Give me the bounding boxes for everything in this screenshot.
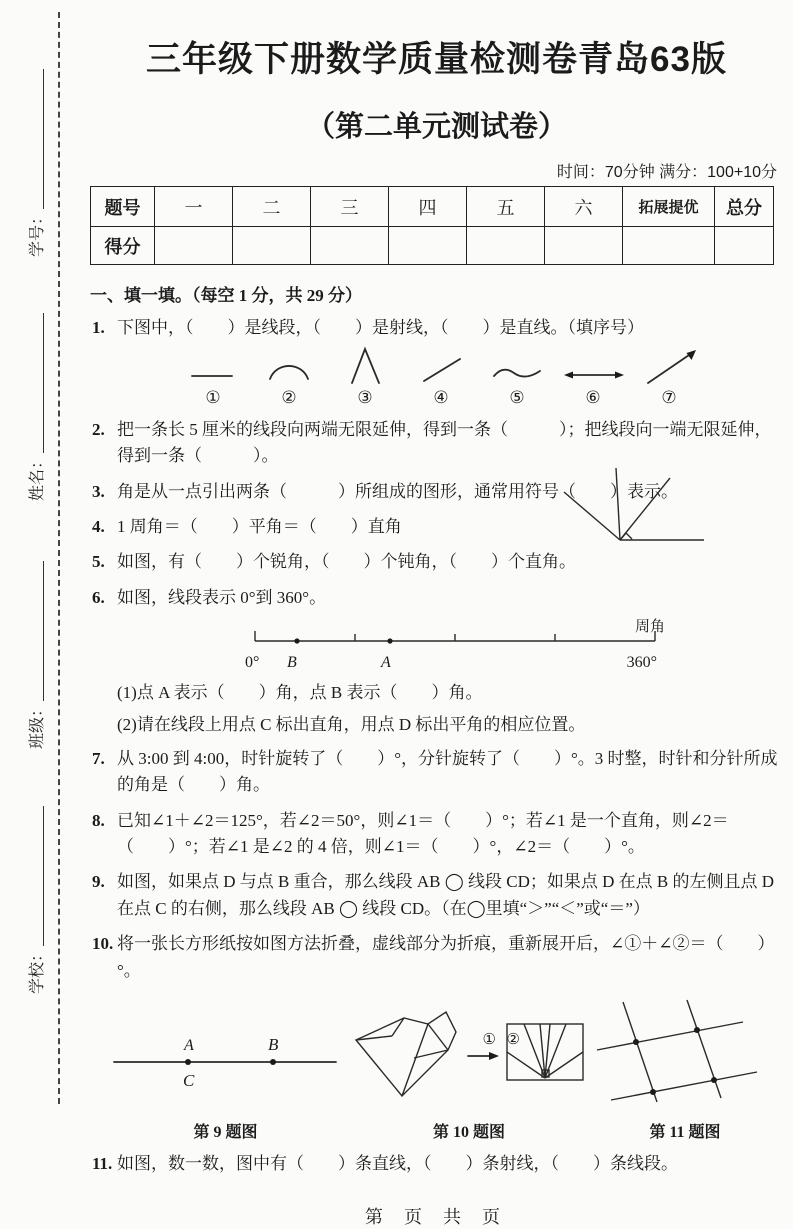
- question-7-number: 7.: [92, 749, 105, 769]
- question-1-figures: [180, 345, 783, 408]
- question-7-text: 从 3:00 到 4:00，时针旋转了（ ）°，分针旋转了（ ）°。3 时整，时针和分针所成的角是（ ）角。: [117, 749, 778, 795]
- angle-1-label: ①: [482, 1031, 496, 1048]
- bottom-figures-row: [90, 998, 783, 1142]
- figure-label-4: ④: [433, 388, 449, 408]
- question-7: [90, 746, 783, 799]
- figure-ray: [636, 345, 702, 408]
- score-table: [90, 186, 774, 265]
- svg-text:A: A: [184, 1036, 194, 1054]
- question-10-text: 将一张长方形纸按如图方法折叠，虚线部分为折痕，重新展开后，∠①＋∠②＝（ ）°。: [117, 934, 775, 980]
- question-9-number: 9.: [92, 872, 105, 892]
- figure-question-11: [595, 998, 775, 1142]
- rays-from-vertex-diagram: [558, 460, 708, 552]
- full-angle-label: 周角: [634, 618, 665, 636]
- score-cell: [233, 227, 311, 265]
- figure-line-double-arrow: [560, 345, 626, 408]
- student-name-field: [17, 313, 47, 501]
- col-question-number: 题号: [91, 187, 155, 227]
- question-10: [90, 931, 783, 984]
- figure-label-6: ⑥: [585, 388, 601, 408]
- school-label: 学校：: [29, 945, 46, 994]
- figure-label-2: ②: [281, 388, 297, 408]
- figure-slanted-segment: [408, 345, 474, 408]
- question-9: [90, 869, 783, 922]
- figure-label-7: ⑦: [661, 388, 677, 408]
- score-cell: [389, 227, 467, 265]
- time-score-info: 时间：70分钟 满分：100+10分: [556, 164, 777, 181]
- slanted-segment-icon: [408, 345, 474, 389]
- number-line-labels: [245, 654, 675, 674]
- col-6: 六: [545, 187, 623, 227]
- col-5: 五: [467, 187, 545, 227]
- ray-icon: [636, 345, 702, 389]
- figure-segment: [180, 345, 246, 408]
- class-field: [17, 561, 47, 749]
- student-id-writing-line: [43, 69, 44, 209]
- figure-arc: [256, 345, 322, 408]
- col-total: 总分: [715, 187, 774, 227]
- question-11-number: 11.: [92, 1153, 113, 1173]
- line-abc-diagram: [108, 1014, 343, 1106]
- arc-icon: [256, 345, 322, 389]
- student-id-field: [17, 69, 47, 257]
- question-1-number: 1.: [92, 318, 105, 337]
- score-cell: [155, 227, 233, 265]
- figure-9-caption: 第 9 题图: [193, 1123, 258, 1141]
- student-name-writing-line: [43, 313, 44, 453]
- figure-label-1: ①: [205, 388, 221, 408]
- question-10-number: 10.: [92, 934, 114, 954]
- question-6-sub-2: (2)请在线段上用点 C 标出直角，用点 D 标出平角的相应位置。: [117, 714, 586, 734]
- score-row-label: 得分: [91, 227, 155, 265]
- question-4-number: 4.: [92, 517, 105, 537]
- col-4: 四: [389, 187, 467, 227]
- svg-text:B: B: [268, 1034, 279, 1054]
- question-6-text: 如图，线段表示 0°到 360°。: [117, 587, 327, 607]
- question-9-text: 如图，如果点 D 与点 B 重合，那么线段 AB ◯ 线段 CD；如果点 D 在点 B 的左侧且点 D 在点 C 的右侧，那么线段 AB ◯ 线段 CD。（在◯里填“＞”“＜”或“＝”）: [117, 872, 775, 918]
- figure-label-5: ⑤: [509, 388, 525, 408]
- col-extension: 拓展提优: [623, 187, 715, 227]
- page-title: 三年级下册数学质量检测卷青岛63版: [146, 40, 727, 79]
- angle-number-line: [245, 619, 675, 649]
- page-subtitle: （第二单元测试卷）: [305, 111, 567, 143]
- question-6-number: 6.: [92, 587, 105, 607]
- page-footer: 第 页 共 页: [364, 1207, 508, 1228]
- question-8: [90, 808, 783, 861]
- 360-degree-label: 360°: [626, 654, 657, 672]
- zero-degree-label: 0°: [245, 654, 260, 672]
- figure-11-caption: 第 11 题图: [649, 1123, 721, 1141]
- segment-icon: [180, 345, 246, 389]
- class-label: 班级：: [29, 700, 46, 749]
- question-6-diagram: [245, 619, 675, 674]
- score-cell: [545, 227, 623, 265]
- paper-folding-diagram: [352, 1006, 587, 1106]
- exam-paper: [90, 0, 783, 1229]
- section-1-heading: 一、填一填。（每空 1 分，共 29 分）: [90, 286, 362, 305]
- figure-question-5: [558, 460, 708, 557]
- col-3: 三: [311, 187, 389, 227]
- figure-10-caption: 第 10 题图: [432, 1123, 505, 1141]
- angle-2-label: ②: [506, 1031, 520, 1048]
- question-2-number: 2.: [92, 420, 105, 440]
- question-3-number: 3.: [92, 481, 105, 501]
- page-divider-dashed-line: [58, 12, 60, 1104]
- score-cell: [311, 227, 389, 265]
- score-cell: [467, 227, 545, 265]
- point-a-label: A: [381, 654, 391, 672]
- col-2: 二: [233, 187, 311, 227]
- class-writing-line: [43, 561, 44, 701]
- question-4-text: 1 周角＝（ ）平角＝（ ）直角: [117, 517, 402, 537]
- figure-question-9: [108, 1014, 343, 1142]
- question-6-sub-1: (1)点 A 表示（ ）角，点 B 表示（ ）角。: [117, 683, 483, 703]
- school-writing-line: [43, 806, 44, 946]
- question-11: [90, 1151, 783, 1177]
- question-11-text: 如图，数一数，图中有（ ）条直线，（ ）条射线，（ ）条线段。: [117, 1153, 678, 1173]
- col-1: 一: [155, 187, 233, 227]
- student-name-label: 姓名：: [29, 452, 46, 501]
- question-1: [90, 315, 783, 341]
- svg-text:C: C: [183, 1070, 195, 1090]
- score-cell: [623, 227, 715, 265]
- score-table-header-row: [91, 187, 774, 227]
- figure-question-10: [352, 1006, 587, 1142]
- line-icon: [560, 345, 626, 389]
- wavy-curve-icon: [484, 345, 550, 389]
- question-3-text: 角是从一点引出两条（ ）所组成的图形，通常用符号（ ）表示。: [117, 481, 678, 501]
- score-table-score-row: [91, 227, 774, 265]
- student-id-label: 学号：: [29, 208, 46, 257]
- school-field: [17, 806, 47, 994]
- figure-wavy-curve: [484, 345, 550, 408]
- score-cell: [715, 227, 774, 265]
- question-5-number: 5.: [92, 552, 105, 572]
- question-1-text: 下图中，（ ）是线段，（ ）是射线，（ ）是直线。（填序号）: [117, 318, 644, 337]
- crossing-lines-diagram: [595, 998, 775, 1106]
- question-2-text: 把一条长 5 厘米的线段向两端无限延伸，得到一条（ ）；把线段向一端无限延伸，得到一条（ ）。: [117, 420, 772, 466]
- question-5-text: 如图，有（ ）个锐角，（ ）个钝角，（ ）个直角。: [117, 552, 576, 572]
- point-b-label: B: [287, 654, 297, 672]
- angle-icon: [332, 345, 398, 389]
- question-8-text: 已知∠1＋∠2＝125°，若∠2＝50°，则∠1＝（ ）°；若∠1 是一个直角，则∠2＝（ ）°；若∠1 是∠2 的 4 倍，则∠1＝（ ）°，∠2＝（ ）°。: [117, 810, 729, 857]
- question-8-number: 8.: [92, 810, 105, 830]
- figure-label-3: ③: [357, 388, 373, 408]
- question-6: [90, 585, 783, 611]
- figure-angle: [332, 345, 398, 408]
